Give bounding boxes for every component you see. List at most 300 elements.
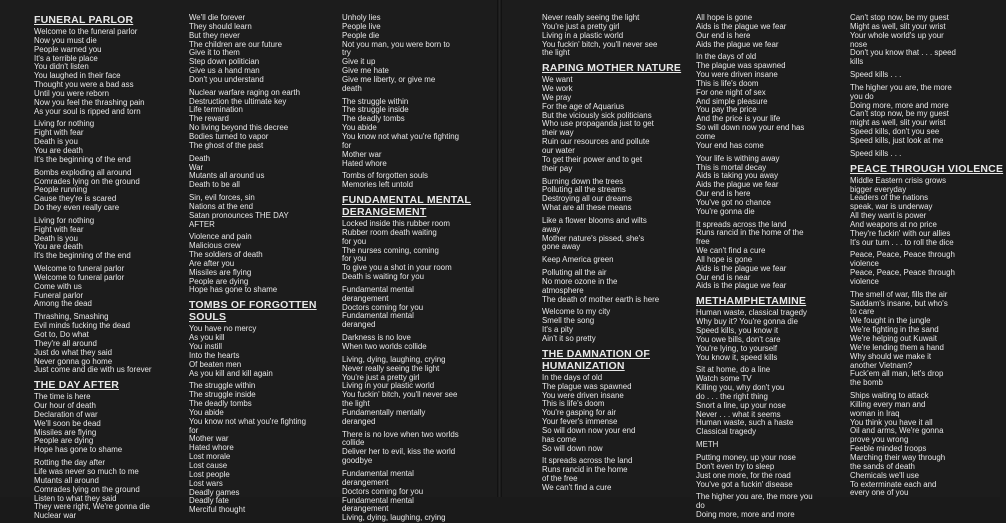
lyric-line: Give me liberty, or give me: [342, 74, 436, 84]
lyric-line: Locked inside this rubber room: [342, 219, 450, 229]
lyric-line: What are all these means: [542, 203, 632, 213]
lyric-line: Runs rancid in the home: [542, 465, 628, 475]
lyric-line: Your whole world's up your: [850, 30, 944, 40]
lyric-line: Bombs exploding all around: [34, 167, 132, 177]
song-title: FUNDAMENTAL MENTAL DERANGEMENT: [342, 194, 472, 219]
lyric-line: Doing more, more and more: [696, 510, 795, 520]
lyric-line: Life was never so much to me: [34, 466, 139, 476]
lyric-line: But they never: [189, 30, 240, 40]
lyric-line: We can't find a cure: [696, 246, 766, 256]
lyric-line: Marching their way through: [850, 452, 946, 462]
lyric-line: We'll die forever: [189, 13, 246, 22]
lyric-line: Deadly games: [189, 487, 240, 497]
lyric-line: They should learn: [189, 21, 252, 31]
lyric-line: Give it to them: [189, 48, 240, 58]
lyric-line: As your soul is ripped and torn: [34, 106, 141, 116]
lyric-line: has come: [542, 434, 577, 444]
lyric-line: All they want is power: [850, 211, 927, 221]
lyric-line: So will down now your end has: [696, 123, 805, 133]
lyric-line: Come with us: [34, 281, 82, 291]
lyric-line: Satan pronounces THE DAY: [189, 210, 289, 220]
lyric-line: Of beaten men: [189, 359, 242, 369]
lyric-line: Never really seeing the light: [342, 363, 440, 373]
lyric-line: You're just a pretty girl: [542, 21, 620, 31]
lyric-line: In the days of old: [542, 372, 603, 382]
lyric-line: Comrades lying on the ground: [34, 484, 140, 494]
lyric-line: derangement: [342, 293, 389, 303]
lyric-line: Sit at home, do a line: [696, 365, 771, 375]
lyric-line: Not you man, you were born to: [342, 39, 450, 49]
lyric-line: Are after you: [189, 258, 235, 268]
lyric-line: Violence and pain: [189, 232, 252, 242]
lyric-line: People running: [34, 185, 88, 195]
lyric-line: Just come and die with us forever: [34, 365, 152, 375]
lyric-line: Why buy it? You're gonna die: [696, 317, 798, 327]
lyric-line: You're gonna die: [696, 206, 755, 216]
lyric-line: Living, dying, laughing, crying: [342, 513, 446, 523]
lyric-line: for: [189, 425, 199, 435]
song-title: THE DAY AFTER: [34, 379, 120, 392]
lyric-line: Can't stop now, be my guest: [850, 109, 949, 119]
lyric-line: Deliver her to evil, kiss the world: [342, 447, 456, 457]
lyric-line: You are death: [34, 145, 83, 155]
lyric-line: It's our turn . . . to roll the dice: [850, 237, 954, 247]
lyric-line: You're just a pretty girl: [342, 372, 420, 382]
lyric-line: You've got a fuckin' disease: [696, 479, 793, 489]
lyric-line: Doctors coming for you: [342, 302, 424, 312]
lyrics-column-2: [189, 13, 345, 515]
lyric-line: Aids the plague we fear: [696, 180, 779, 190]
lyric-line: Living for nothing: [34, 119, 95, 129]
lyric-line: Feeble minded troops: [850, 444, 927, 454]
lyric-line: violence: [850, 259, 879, 269]
lyric-line: No more ozone in the: [542, 276, 618, 286]
lyrics-column-4: [542, 14, 698, 494]
lyric-line: Destruction the ultimate key: [189, 96, 287, 106]
lyric-line: To get their power and to get: [542, 154, 643, 164]
lyric-line: Death is you: [34, 233, 78, 243]
lyric-line: Living in your plastic world: [342, 381, 435, 391]
lyric-line: Fuck'em all man, let's drop: [850, 369, 944, 379]
lyric-line: Aids the plague we fear: [696, 39, 779, 49]
lyric-line: Ain't it so pretty: [542, 334, 596, 343]
lyric-line: bigger everyday: [850, 184, 907, 194]
lyric-line: Until you were reborn: [34, 88, 109, 98]
lyric-line: Nuclear warfare raging on earth: [189, 87, 300, 97]
song-title: METHAMPHETAMINE: [696, 295, 807, 308]
lyric-line: deranged: [342, 416, 376, 426]
lyric-line: another Vietnam?: [850, 360, 913, 370]
lyric-line: We're helping out Kuwait: [850, 334, 937, 343]
lyric-line: Leaders of the nations: [850, 193, 929, 203]
lyric-line: Human waste, classical tragedy: [696, 308, 807, 318]
lyric-line: You instill: [189, 342, 223, 351]
lyric-line: for: [342, 140, 352, 150]
lyric-line: They were right, We're gonna die: [34, 502, 150, 512]
lyric-line: In the days of old: [696, 52, 757, 62]
lyric-line: Merciful thought: [189, 505, 246, 515]
lyric-line: This is life's doom: [696, 78, 759, 88]
lyric-line: the light: [342, 399, 370, 409]
lyric-line: come: [696, 131, 716, 141]
lyric-line: Peace, Peace, Peace through: [850, 250, 955, 260]
lyric-line: Ruin our resources and pollute: [542, 137, 650, 147]
song-title: RAPING MOTHER NATURE: [542, 62, 682, 75]
lyric-line: Declaration of war: [34, 409, 98, 419]
lyric-line: Deadly fate: [189, 496, 229, 506]
lyric-line: Killing you, why don't you: [696, 383, 785, 393]
lyric-line: You are death: [34, 242, 83, 252]
lyric-line: Doctors coming for you: [342, 486, 424, 496]
lyric-line: This is mortal decay: [696, 162, 767, 172]
lyrics-column-3: [342, 13, 498, 523]
lyric-line: Comrades lying on the ground: [34, 176, 140, 186]
lyric-line: You abide: [189, 407, 224, 417]
lyric-line: Missiles are flying: [34, 427, 97, 437]
lyric-line: Fundamental mental: [342, 468, 414, 478]
lyric-line: Welcome to funeral parlor: [34, 264, 125, 274]
lyric-line: The death of mother earth is here: [542, 294, 660, 304]
lyric-line: People die: [342, 30, 380, 40]
lyric-line: Speed kills, don't you see: [850, 127, 940, 137]
lyric-line: It's the beginning of the end: [34, 154, 131, 164]
lyric-line: We pray: [542, 92, 572, 102]
lyric-line: You've got no chance: [696, 197, 771, 207]
lyric-line: For one night of sex: [696, 87, 766, 97]
lyric-line: Hope has gone to shame: [34, 445, 123, 455]
lyric-line: Your end has come: [696, 140, 764, 150]
lyric-line: You abide: [342, 123, 377, 133]
lyric-line: Among the dead: [34, 299, 92, 309]
lyric-line: Sin, evil forces, sin: [189, 193, 255, 203]
lyric-line: You didn't listen: [34, 62, 89, 72]
lyric-line: And weapons at no price: [850, 219, 937, 229]
lyric-line: Rubber room death waiting: [342, 227, 437, 237]
lyric-line: Don't you understand: [189, 74, 264, 84]
lyric-line: It's the beginning of the end: [34, 251, 131, 261]
lyric-line: Mother war: [189, 434, 229, 444]
lyric-line: The struggle inside: [189, 390, 256, 400]
lyric-line: Speed kills . . .: [850, 70, 902, 80]
lyric-line: Speed kills, you know it: [696, 326, 779, 335]
lyric-line: Into the hearts: [189, 350, 240, 360]
lyrics-column-6: [850, 13, 1006, 498]
song-title: FUNERAL PARLOR: [34, 14, 134, 26]
lyric-line: Aids is the plague we fear: [696, 263, 787, 273]
lyric-line: atmosphere: [542, 285, 584, 295]
lyric-line: Mother war: [342, 149, 382, 159]
lyric-line: Speed kills . . .: [850, 148, 902, 158]
lyric-line: to care: [850, 307, 875, 317]
lyric-line: The nurses coming, coming: [342, 245, 439, 255]
lyric-line: But the viciously sick politicians: [542, 110, 652, 120]
lyric-line: Like a flower blooms and wilts: [542, 215, 647, 225]
lyric-line: might as well, slit your wrist: [850, 118, 946, 128]
lyric-line: Never . . . what it seems: [696, 409, 781, 419]
lyric-line: Don't you know that . . . speed: [850, 48, 956, 58]
lyric-line: Peace, Peace, Peace through: [850, 268, 955, 278]
lyrics-column-1: [34, 14, 190, 521]
lyric-line: for you: [342, 236, 367, 246]
lyric-line: Funeral parlor: [34, 290, 84, 300]
lyric-line: Welcome to the funeral parlor: [34, 27, 138, 36]
lyric-line: Living for nothing: [34, 215, 95, 225]
lyric-line: Your life is withing away: [696, 153, 780, 163]
lyric-line: All hope is gone: [696, 254, 753, 264]
lyric-line: We fought in the jungle: [850, 316, 931, 326]
lyric-line: the light: [542, 48, 570, 58]
lyric-line: Mutants all around: [34, 475, 99, 485]
lyric-line: The time is here: [34, 392, 91, 402]
lyric-line: prove you wrong: [850, 435, 909, 445]
lyric-line: You fuckin' bitch, you'll never see: [542, 39, 658, 49]
lyric-line: woman in Iraq: [850, 408, 900, 418]
lyric-line: Why should we make it: [850, 351, 932, 361]
lyric-line: Rotting the day after: [34, 458, 106, 468]
lyric-line: violence: [850, 276, 879, 286]
song-title: THE DAMNATION OF HUMANIZATION: [542, 347, 650, 372]
lyric-line: Death to be all: [189, 180, 240, 190]
lyric-line: We're lending them a hand: [850, 342, 944, 352]
lyric-line: Now you feel the thrashing pain: [34, 97, 145, 107]
lyric-line: Nations at the end: [189, 201, 254, 211]
lyric-line: you do: [850, 91, 874, 101]
lyric-line: Lost cause: [189, 460, 228, 470]
lyric-line: Missiles are flying: [189, 267, 252, 277]
lyric-line: Aids is taking you away: [696, 171, 779, 181]
lyric-line: So will down now: [542, 443, 603, 453]
lyric-line: The higher you are, the more you: [696, 492, 813, 502]
lyric-line: Doing more, more and more: [850, 100, 949, 110]
lyric-line: the bomb: [850, 378, 883, 388]
lyric-line: You were driven insane: [696, 70, 778, 80]
lyric-line: You were driven insane: [542, 390, 624, 400]
lyric-line: You owe bills, don't care: [696, 334, 781, 344]
lyric-line: You think you have it all: [850, 417, 933, 427]
lyric-line: To give you a shot in your room: [342, 263, 452, 273]
lyric-line: do . . . the right thing: [696, 391, 768, 401]
lyric-line: The soldiers of death: [189, 250, 263, 260]
lyric-line: Oil and arms, We're gonna: [850, 426, 944, 436]
right-page: [502, 0, 1004, 520]
lyric-line: Cause they're is scared: [34, 194, 117, 204]
lyric-line: derangement: [342, 477, 389, 487]
lyric-line: We want: [542, 75, 573, 85]
lyrics-column-5: [696, 13, 852, 520]
lyric-line: speak, war is underway: [850, 202, 933, 212]
lyric-line: derangement: [342, 504, 389, 514]
lyric-line: Destroying all our dreams: [542, 194, 632, 204]
lyric-line: Burning down the trees: [542, 176, 624, 186]
lyric-line: Chemicals we'll use: [850, 470, 920, 480]
lyric-line: nose: [850, 39, 868, 49]
lyric-line: Thrashing, Smashing: [34, 312, 109, 322]
lyric-line: They're all around: [34, 338, 97, 348]
lyric-line: Now you must die: [34, 35, 97, 45]
lyric-line: Lost morale: [189, 452, 231, 462]
lyric-line: To exterminate each and: [850, 479, 937, 489]
lyric-line: We're fighting in the sand: [850, 325, 939, 335]
lyric-line: This is life's doom: [542, 399, 605, 409]
lyric-line: Watch some TV: [696, 374, 752, 384]
lyric-line: Don't even try to sleep: [696, 461, 775, 471]
lyric-line: Give it up: [342, 57, 376, 67]
lyric-line: You're lying, to yourself: [696, 343, 778, 353]
lyric-line: When two worlds collide: [342, 342, 427, 351]
left-page: [0, 0, 498, 523]
lyric-line: Smell the song: [542, 316, 595, 326]
lyric-line: Thought you were a bad ass: [34, 80, 134, 90]
lyric-line: The struggle inside: [342, 105, 409, 115]
lyric-line: The higher you are, the more: [850, 82, 952, 92]
lyric-line: Listen to what they said: [34, 493, 117, 503]
lyric-line: Ships waiting to attack: [850, 391, 929, 401]
lyric-line: And the price is your life: [696, 114, 781, 124]
lyric-line: You have no mercy: [189, 324, 257, 334]
lyric-line: As you kill: [189, 333, 225, 343]
lyric-line: Mother nature's pissed, she's: [542, 233, 645, 243]
lyric-line: It's a pity: [542, 325, 573, 335]
lyric-line: Hated whore: [342, 158, 387, 168]
lyric-line: Snort a line, up your nose: [696, 400, 786, 410]
lyric-line: kills: [850, 57, 864, 67]
lyric-line: collide: [342, 438, 365, 448]
lyric-line: The struggle within: [342, 96, 409, 106]
lyric-line: It spreads across the land: [542, 456, 633, 466]
lyric-line: Human waste, such a haste: [696, 418, 794, 428]
lyric-line: Darkness is no love: [342, 333, 411, 343]
lyric-line: Putting money, up your nose: [696, 452, 796, 462]
lyric-line: Lost wars: [189, 478, 223, 488]
lyric-line: for you: [342, 254, 367, 264]
lyric-line: People live: [342, 21, 381, 31]
lyric-line: Your fever's immense: [542, 417, 618, 427]
lyric-line: The plague was spawned: [696, 61, 786, 71]
lyric-line: Lost people: [189, 469, 230, 479]
lyric-line: AFTER: [189, 219, 215, 229]
lyric-line: Polluting all the streams: [542, 185, 626, 195]
lyric-line: Fundamental mental: [342, 284, 414, 294]
lyric-line: Aids is the plague we fear: [696, 21, 787, 31]
lyric-line: Runs rancid in the home of the: [696, 228, 804, 238]
lyric-line: Aids is the plague we fear: [696, 281, 787, 291]
lyric-line: We can't find a cure: [542, 482, 612, 492]
lyric-line: Hope has gone to shame: [189, 285, 278, 295]
lyric-line: Tombs of forgotten souls: [342, 171, 428, 181]
lyric-line: Death is you: [34, 137, 78, 147]
lyric-line: Can't stop now, be my guest: [850, 13, 949, 22]
lyric-line: Who use propaganda just to get: [542, 119, 654, 129]
lyric-line: goodbye: [342, 456, 373, 466]
lyric-line: Mutants all around us: [189, 171, 265, 181]
lyric-line: For the age of Aquarius: [542, 101, 625, 111]
lyric-line: People are dying: [189, 276, 249, 286]
lyric-line: No living beyond this decree: [189, 123, 289, 133]
lyric-line: All hope is gone: [696, 13, 753, 22]
lyric-line: Fundamentally mentally: [342, 407, 426, 417]
lyric-line: War: [189, 162, 204, 172]
lyric-line: You pay the price: [696, 105, 757, 115]
lyric-line: The children are our future: [189, 39, 282, 49]
lyric-line: Step down politician: [189, 57, 260, 67]
lyric-line: The ghost of the past: [189, 140, 264, 150]
lyric-line: The struggle within: [189, 381, 256, 391]
lyric-line: gone away: [542, 242, 581, 252]
lyric-line: Might as well, slit your wrist: [850, 21, 946, 31]
lyric-line: Give me hate: [342, 66, 389, 76]
lyric-line: Living, dying, laughing, crying: [342, 354, 446, 364]
lyric-line: deranged: [342, 320, 376, 330]
lyric-line: Never really seeing the light: [542, 13, 640, 22]
lyric-line: Our end is near: [696, 272, 751, 282]
lyric-line: our water: [542, 145, 575, 155]
lyric-line: Classical tragedy: [696, 427, 757, 437]
lyric-line: their pay: [542, 163, 573, 173]
lyric-line: They're fuckin' with our allies: [850, 228, 951, 238]
lyric-line: Got to, Do what: [34, 330, 89, 339]
lyric-line: It spreads across the land: [696, 219, 787, 229]
lyric-line: We work: [542, 84, 573, 94]
lyric-line: Do they even really care: [34, 203, 120, 213]
lyric-line: Fight with fear: [34, 128, 84, 138]
lyric-line: Just do what they said: [34, 347, 113, 357]
lyric-line: The plague was spawned: [542, 381, 632, 391]
lyric-line: do: [696, 501, 705, 511]
lyric-line: Bodies turned to vapor: [189, 131, 269, 141]
lyric-line: Memories left untold: [342, 180, 414, 190]
lyric-line: Death: [189, 153, 211, 163]
lyric-line: You know not what you're fighting: [189, 416, 307, 426]
lyric-line: People warned you: [34, 44, 102, 54]
lyric-line: Our end is here: [696, 30, 751, 40]
lyric-line: METH: [696, 440, 719, 450]
lyric-line: People are dying: [34, 436, 94, 446]
lyric-line: You know not what you're fighting: [342, 131, 460, 141]
lyric-line: Death is waiting for you: [342, 272, 425, 282]
lyric-line: Keep America green: [542, 255, 614, 265]
lyric-line: their way: [542, 128, 574, 138]
lyric-line: of the free: [542, 474, 578, 484]
lyric-line: It's a terrible place: [34, 53, 98, 63]
lyric-line: Give us a hand man: [189, 66, 260, 76]
lyric-line: Middle Eastern crisis grows: [850, 175, 947, 185]
lyric-line: death: [342, 83, 362, 93]
lyric-line: away: [542, 224, 561, 234]
lyric-line: Just one more, for the road: [696, 470, 791, 480]
lyric-line: Malicious crew: [189, 241, 241, 251]
lyric-line: free: [696, 237, 710, 247]
lyric-line: Unholy lies: [342, 13, 381, 22]
lyric-line: You know it, speed kills: [696, 352, 778, 362]
lyric-line: Our end is here: [696, 189, 751, 199]
song-title: PEACE THROUGH VIOLENCE: [850, 162, 1004, 175]
lyric-line: So will down now your end: [542, 425, 636, 435]
lyric-line: Fight with fear: [34, 224, 84, 234]
lyric-line: You laughed in their face: [34, 71, 121, 81]
lyric-line: There is no love when two worlds: [342, 429, 459, 439]
lyric-line: Nuclear war: [34, 511, 77, 521]
lyric-line: Never gonna go home: [34, 356, 113, 366]
lyric-line: every one of you: [850, 488, 909, 498]
lyric-line: Fundamental mental: [342, 495, 414, 505]
lyric-line: The deadly tombs: [189, 399, 252, 409]
lyric-line: You fuckin' bitch, you'll never see: [342, 390, 458, 400]
lyric-line: Welcome to my city: [542, 307, 611, 317]
lyric-line: Life termination: [189, 105, 243, 115]
lyric-line: Killing every man and: [850, 399, 926, 409]
lyric-line: The reward: [189, 114, 229, 124]
lyric-line: Our hour of death: [34, 401, 96, 411]
